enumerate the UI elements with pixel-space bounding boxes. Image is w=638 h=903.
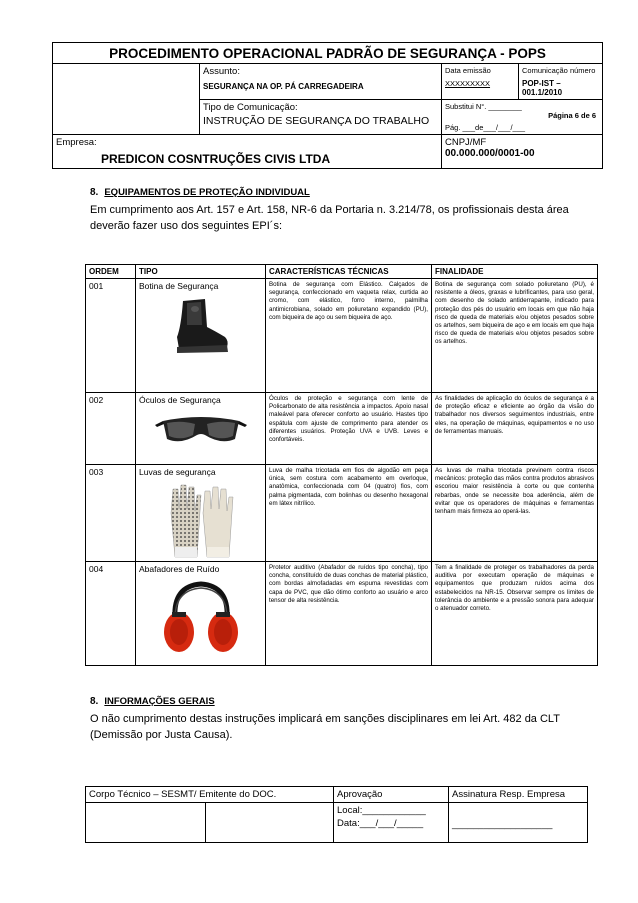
row-finalidade: Botina de segurança com solado poliuretano (PU), é resistente a óleos, graxas e lubrificantes, para uso geral, com desenho de solado antiderrapante, indicado para proteção dos pés do usuário em locais em que não haja risco de queda de materiais e/ou objetos pesados sobre os artelhos, sem biqueira de aço e em locais em que haja risco de queda de materiais e/ou objetos pesados sobre os artelhos. bbox=[432, 279, 598, 393]
table-row bbox=[86, 393, 598, 465]
tipo-comunicacao-label: Tipo de Comunicação: bbox=[203, 102, 298, 113]
safety-gloves-icon bbox=[163, 483, 239, 559]
row-tipo: Botina de Segurança bbox=[139, 281, 219, 291]
safety-glasses-icon bbox=[155, 411, 247, 451]
section-info bbox=[90, 693, 602, 743]
cnpj-cell bbox=[442, 135, 603, 169]
table-row bbox=[86, 562, 598, 666]
safety-boot-icon bbox=[171, 297, 231, 359]
document-header bbox=[52, 42, 603, 169]
section-info-text: O não cumprimento destas instruções implicará em sanções disciplinares em lei Art. 482 da CLT (Demissão por Justa Causa). bbox=[90, 713, 560, 741]
row-ordem: 003 bbox=[86, 465, 136, 562]
section-epi-intro: Em cumprimento aos Art. 157 e Art. 158, NR-6 da Portaria n. 3.214/78, os profissionais desta área deverão fazer uso dos seguintes EPI´s: bbox=[90, 204, 569, 232]
row-finalidade: As luvas de malha tricotada previnem contra riscos mecânicos: proteção das mãos contra produtos abrasivos escoriou maior resistência à corte ou que contenha rebarbas, onde se necessite boa aderência, além de evitar que os operadores de máquinas e ferramentas tenham mais firmeza ao operá-las. bbox=[432, 465, 598, 562]
table-row bbox=[86, 279, 598, 393]
substitui-label: Substitui N°. ________ bbox=[445, 102, 522, 111]
section-epi bbox=[90, 184, 602, 234]
row-tipo-cell bbox=[136, 279, 266, 393]
table-row bbox=[86, 465, 598, 562]
ear-muffs-icon bbox=[161, 580, 241, 656]
row-ordem: 001 bbox=[86, 279, 136, 393]
data-emissao-value: XXXXXXXXX bbox=[445, 79, 491, 88]
row-tipo: Luvas de segurança bbox=[139, 467, 216, 477]
row-tipo: Óculos de Segurança bbox=[139, 395, 221, 405]
col-header-finalidade: FINALIDADE bbox=[432, 265, 598, 279]
row-finalidade: As finalidades de aplicação do óculos de segurança é a de proteção eficaz e eficiente ao órgão da visão do trabalhador nos diversos seguimentos industriais, entre eles, na operação de máquinas, equipamentos e no uso de ferramentas manuais. bbox=[432, 393, 598, 465]
comunicacao-numero-cell bbox=[519, 64, 603, 100]
footer-emitente-cell-1 bbox=[86, 803, 206, 843]
document-title: PROCEDIMENTO OPERACIONAL PADRÃO DE SEGURANÇA - POPS bbox=[53, 43, 603, 64]
footer-assinatura-header: Assinatura Resp. Empresa bbox=[449, 787, 588, 803]
footer-emitente-header: Corpo Técnico – SESMT/ Emitente do DOC. bbox=[86, 787, 334, 803]
epi-table bbox=[85, 264, 598, 666]
row-tipo-cell bbox=[136, 562, 266, 666]
col-header-tipo: TIPO bbox=[136, 265, 266, 279]
section-epi-heading: EQUIPAMENTOS DE PROTEÇÃO INDIVIDUAL bbox=[104, 187, 310, 198]
data-emissao-label: Data emissão bbox=[445, 66, 491, 75]
row-tipo-cell bbox=[136, 393, 266, 465]
row-ordem: 002 bbox=[86, 393, 136, 465]
signature-table bbox=[85, 786, 588, 843]
row-caracteristicas: Botina de segurança com Elástico. Calçados de segurança, confeccionado em vaqueta relax, curtida ao cromo, com elástico, forro interno, palmilha antimicrobiana, solado em poliuretano expandido (PU), com biqueira de aço ou sem biqueira de aço. bbox=[266, 279, 432, 393]
empresa-cell bbox=[53, 135, 442, 169]
substitui-cell bbox=[442, 100, 603, 135]
pagina-blank: Pág. ___de___/___/___ bbox=[445, 123, 526, 132]
section-info-number: 8. bbox=[90, 696, 99, 707]
assunto-value: SEGURANÇA NA OP. PÁ CARREGADEIRA bbox=[203, 82, 364, 91]
row-tipo: Abafadores de Ruído bbox=[139, 564, 220, 574]
footer-aprovacao-cell bbox=[334, 803, 449, 843]
footer-local: Local:____________ bbox=[337, 805, 426, 816]
data-emissao-cell bbox=[442, 64, 519, 100]
col-header-ordem: ORDEM bbox=[86, 265, 136, 279]
assunto-label: Assunto: bbox=[203, 66, 240, 77]
row-finalidade: Tem a finalidade de proteger os trabalhadores da perda auditiva por executam operação de máquinas e equipamentos que produzam ruídos acima dos estabelecidos na NR-15. Observar sempre os limites de tolerância do ambiente e a pressão sonora para adequar o atenuador correto. bbox=[432, 562, 598, 666]
empresa-value: PREDICON COSNTRUÇÕES CIVIS LTDA bbox=[101, 152, 331, 166]
col-header-caracteristicas: CARACTERÍSTICAS TÉCNICAS bbox=[266, 265, 432, 279]
comunicacao-numero-value: POP-IST – 001.1/2010 bbox=[522, 79, 563, 97]
empresa-label: Empresa: bbox=[56, 137, 97, 148]
footer-data: Data:___/___/_____ bbox=[337, 818, 424, 829]
pagina-label: Página 6 de 6 bbox=[548, 111, 596, 120]
footer-aprovacao-header: Aprovação bbox=[334, 787, 449, 803]
section-info-heading: INFORMAÇÕES GERAIS bbox=[104, 696, 215, 707]
row-caracteristicas: Luva de malha tricotada em fios de algodão em peça única, sem costura com acabamento em overloque, anatômica, confeccionada com 04 (quatro) fios, com palma pigmentada, com bolinhas ou desenho hexagonal em látex nitrílico. bbox=[266, 465, 432, 562]
tipo-comunicacao-cell bbox=[200, 100, 442, 135]
row-caracteristicas: Óculos de proteção e segurança com lente de Policarbonato de alta resistência a impactos. Apoio nasal maleável para oferecer conforto ao usuário. Hastes tipo espátula com ajuste de comprimento para atender os diferentes usuários. Proteção UVA e UVB. Leves e confortáveis. bbox=[266, 393, 432, 465]
assunto-cell bbox=[200, 64, 442, 100]
section-epi-number: 8. bbox=[90, 187, 99, 198]
footer-emitente-cell-2 bbox=[206, 803, 334, 843]
comunicacao-numero-label: Comunicação número bbox=[522, 66, 596, 75]
tipo-comunicacao-value: INSTRUÇÃO DE SEGURANÇA DO TRABALHO bbox=[203, 115, 430, 127]
header-logo-area bbox=[53, 64, 200, 135]
cnpj-value: 00.000.000/0001-00 bbox=[445, 148, 535, 159]
row-caracteristicas: Protetor auditivo (Abafador de ruídos tipo concha), tipo concha, constituído de duas conchas de material plástico, com bordas almofadadas em espuma revestidas com capa de PVC, que dão ótimo conforto ao usuário e arco tensor de alta resistência. bbox=[266, 562, 432, 666]
footer-assinatura-line: ___________________ bbox=[452, 819, 553, 830]
row-ordem: 004 bbox=[86, 562, 136, 666]
footer-assinatura-cell bbox=[449, 803, 588, 843]
cnpj-label: CNPJ/MF bbox=[445, 137, 487, 148]
row-tipo-cell bbox=[136, 465, 266, 562]
